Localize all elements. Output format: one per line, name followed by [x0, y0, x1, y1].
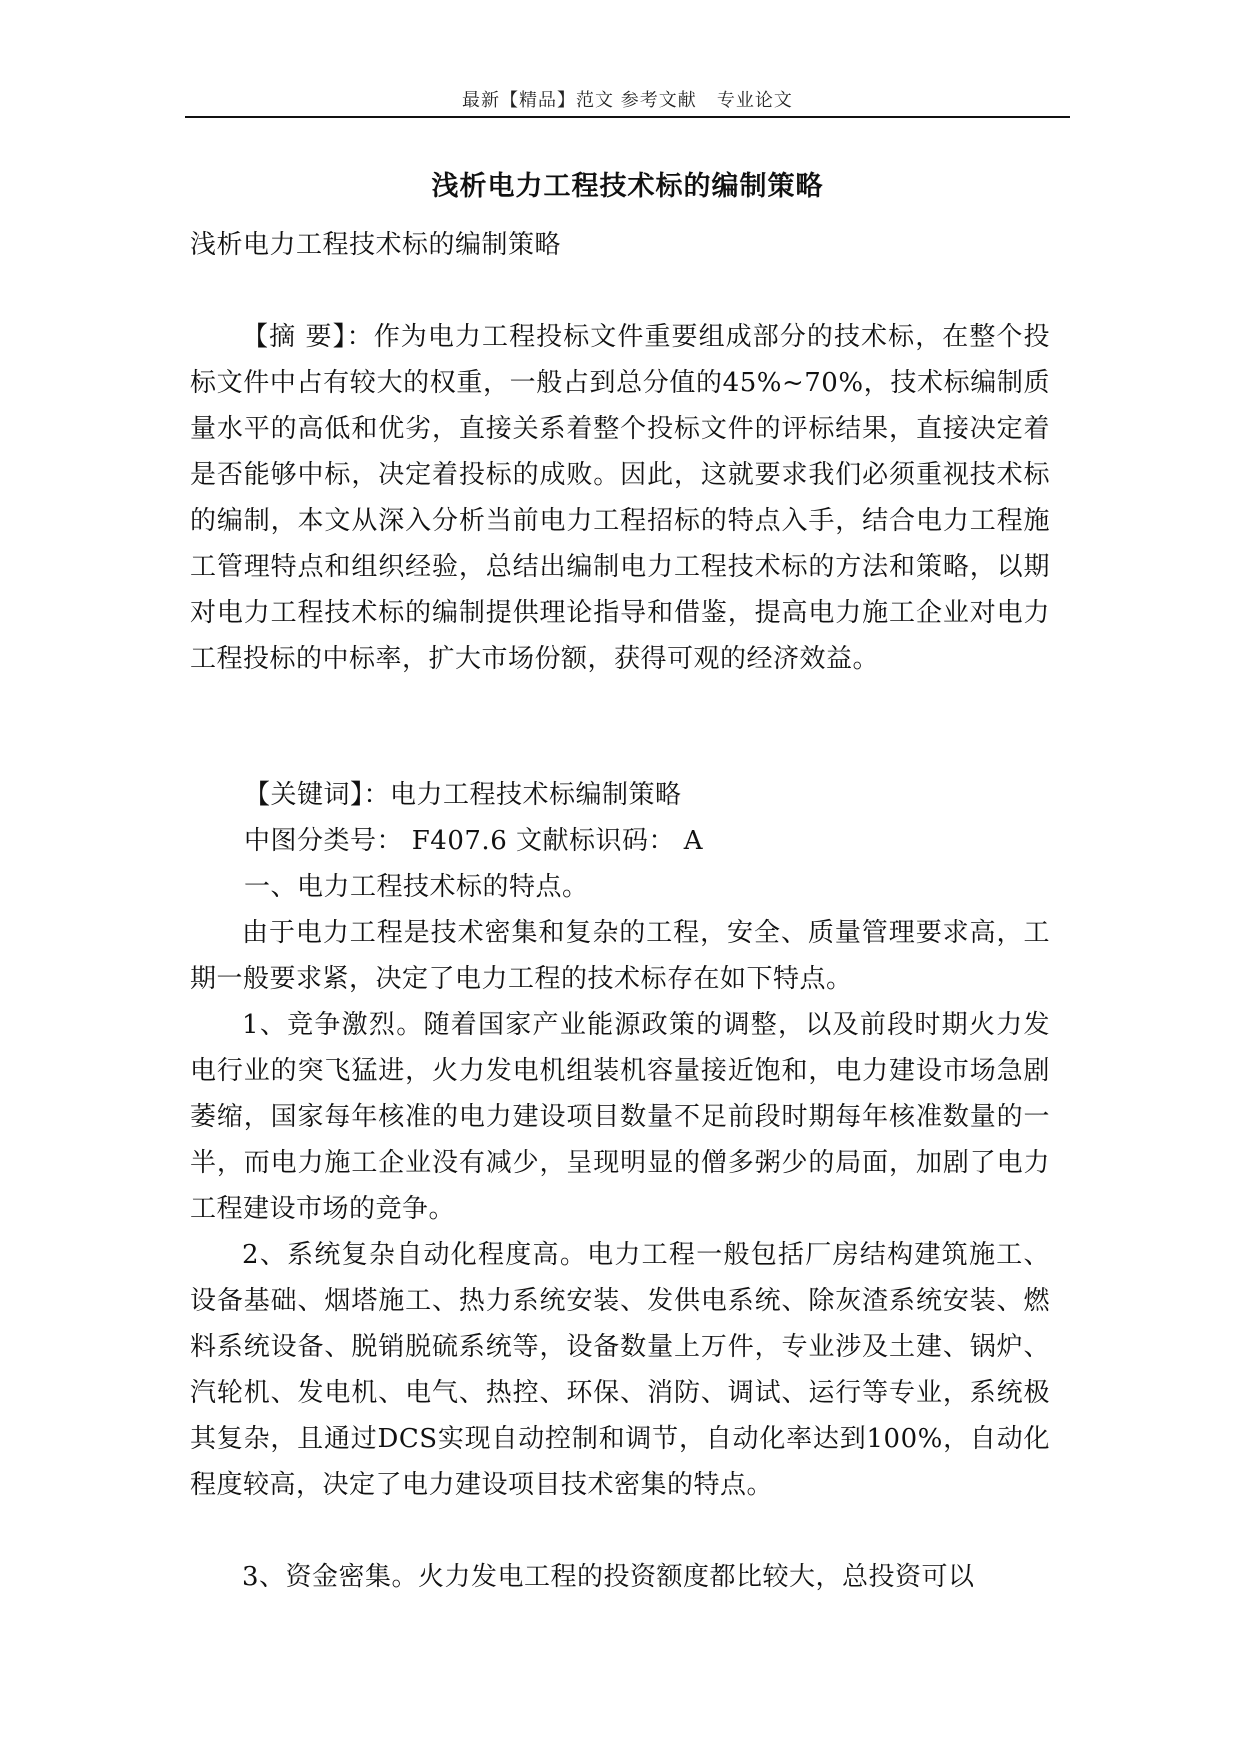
document-title: 浅析电力工程技术标的编制策略	[431, 171, 824, 202]
paragraph-system-complexity: 2、系统复杂自动化程度高。电力工程一般包括厂房结构建筑施工、设备基础、烟塔施工、热力系统安装、发供电系统、除灰渣系统安装、燃料系统设备、脱销脱硫系统等，设备数量上万件，专业涉及土建、锅炉、汽轮机、发电机、电气、热控、环保、消防、调试、运行等专业，系统极其复杂，且通过DCS实现自动控制和调节，自动化率达到100%，自动化程度较高，决定了电力建设项目技术密集的特点。	[190, 1240, 1050, 1500]
keywords-line: 【关键词】：电力工程技术标编制策略	[244, 780, 682, 810]
abstract-paragraph: 【摘 要】：作为电力工程投标文件重要组成部分的技术标，在整个投标文件中占有较大的权重，一般占到总分值的45%~70%，技术标编制质量水平的高低和优劣，直接关系着整个投标文件的评标结果，直接决定着是否能够中标，决定着投标的成败。因此，这就要求我们必须重视技术标的编制，本文从深入分析当前电力工程招标的特点入手，结合电力工程施工管理特点和组织经验，总结出编制电力工程技术标的方法和策略，以期对电力工程技术标的编制提供理论指导和借鉴，提高电力施工企业对电力工程投标的中标率，扩大市场份额，获得可观的经济效益。	[190, 322, 1050, 674]
running-header: 最新【精品】范文 参考文献 专业论文	[462, 90, 793, 111]
paragraph-competition: 1、竞争激烈。随着国家产业能源政策的调整，以及前段时期火力发电行业的突飞猛进，火力发电机组装机容量接近饱和，电力建设市场急剧萎缩，国家每年核准的电力建设项目数量不足前段时期每年核准数量的一半，而电力施工企业没有减少，呈现明显的僧多粥少的局面，加剧了电力工程建设市场的竞争。	[190, 1010, 1050, 1224]
classification-line: 中图分类号： F407.6 文献标识码： A	[244, 826, 704, 856]
intro-paragraph: 由于电力工程是技术密集和复杂的工程，安全、质量管理要求高，工期一般要求紧，决定了电力工程的技术标存在如下特点。	[190, 918, 1050, 994]
section-heading: 一、电力工程技术标的特点。	[244, 872, 589, 902]
header-divider	[185, 116, 1070, 118]
document-subtitle: 浅析电力工程技术标的编制策略	[190, 230, 562, 260]
paragraph-capital-intensive: 3、资金密集。火力发电工程的投资额度都比较大，总投资可以	[242, 1562, 975, 1592]
